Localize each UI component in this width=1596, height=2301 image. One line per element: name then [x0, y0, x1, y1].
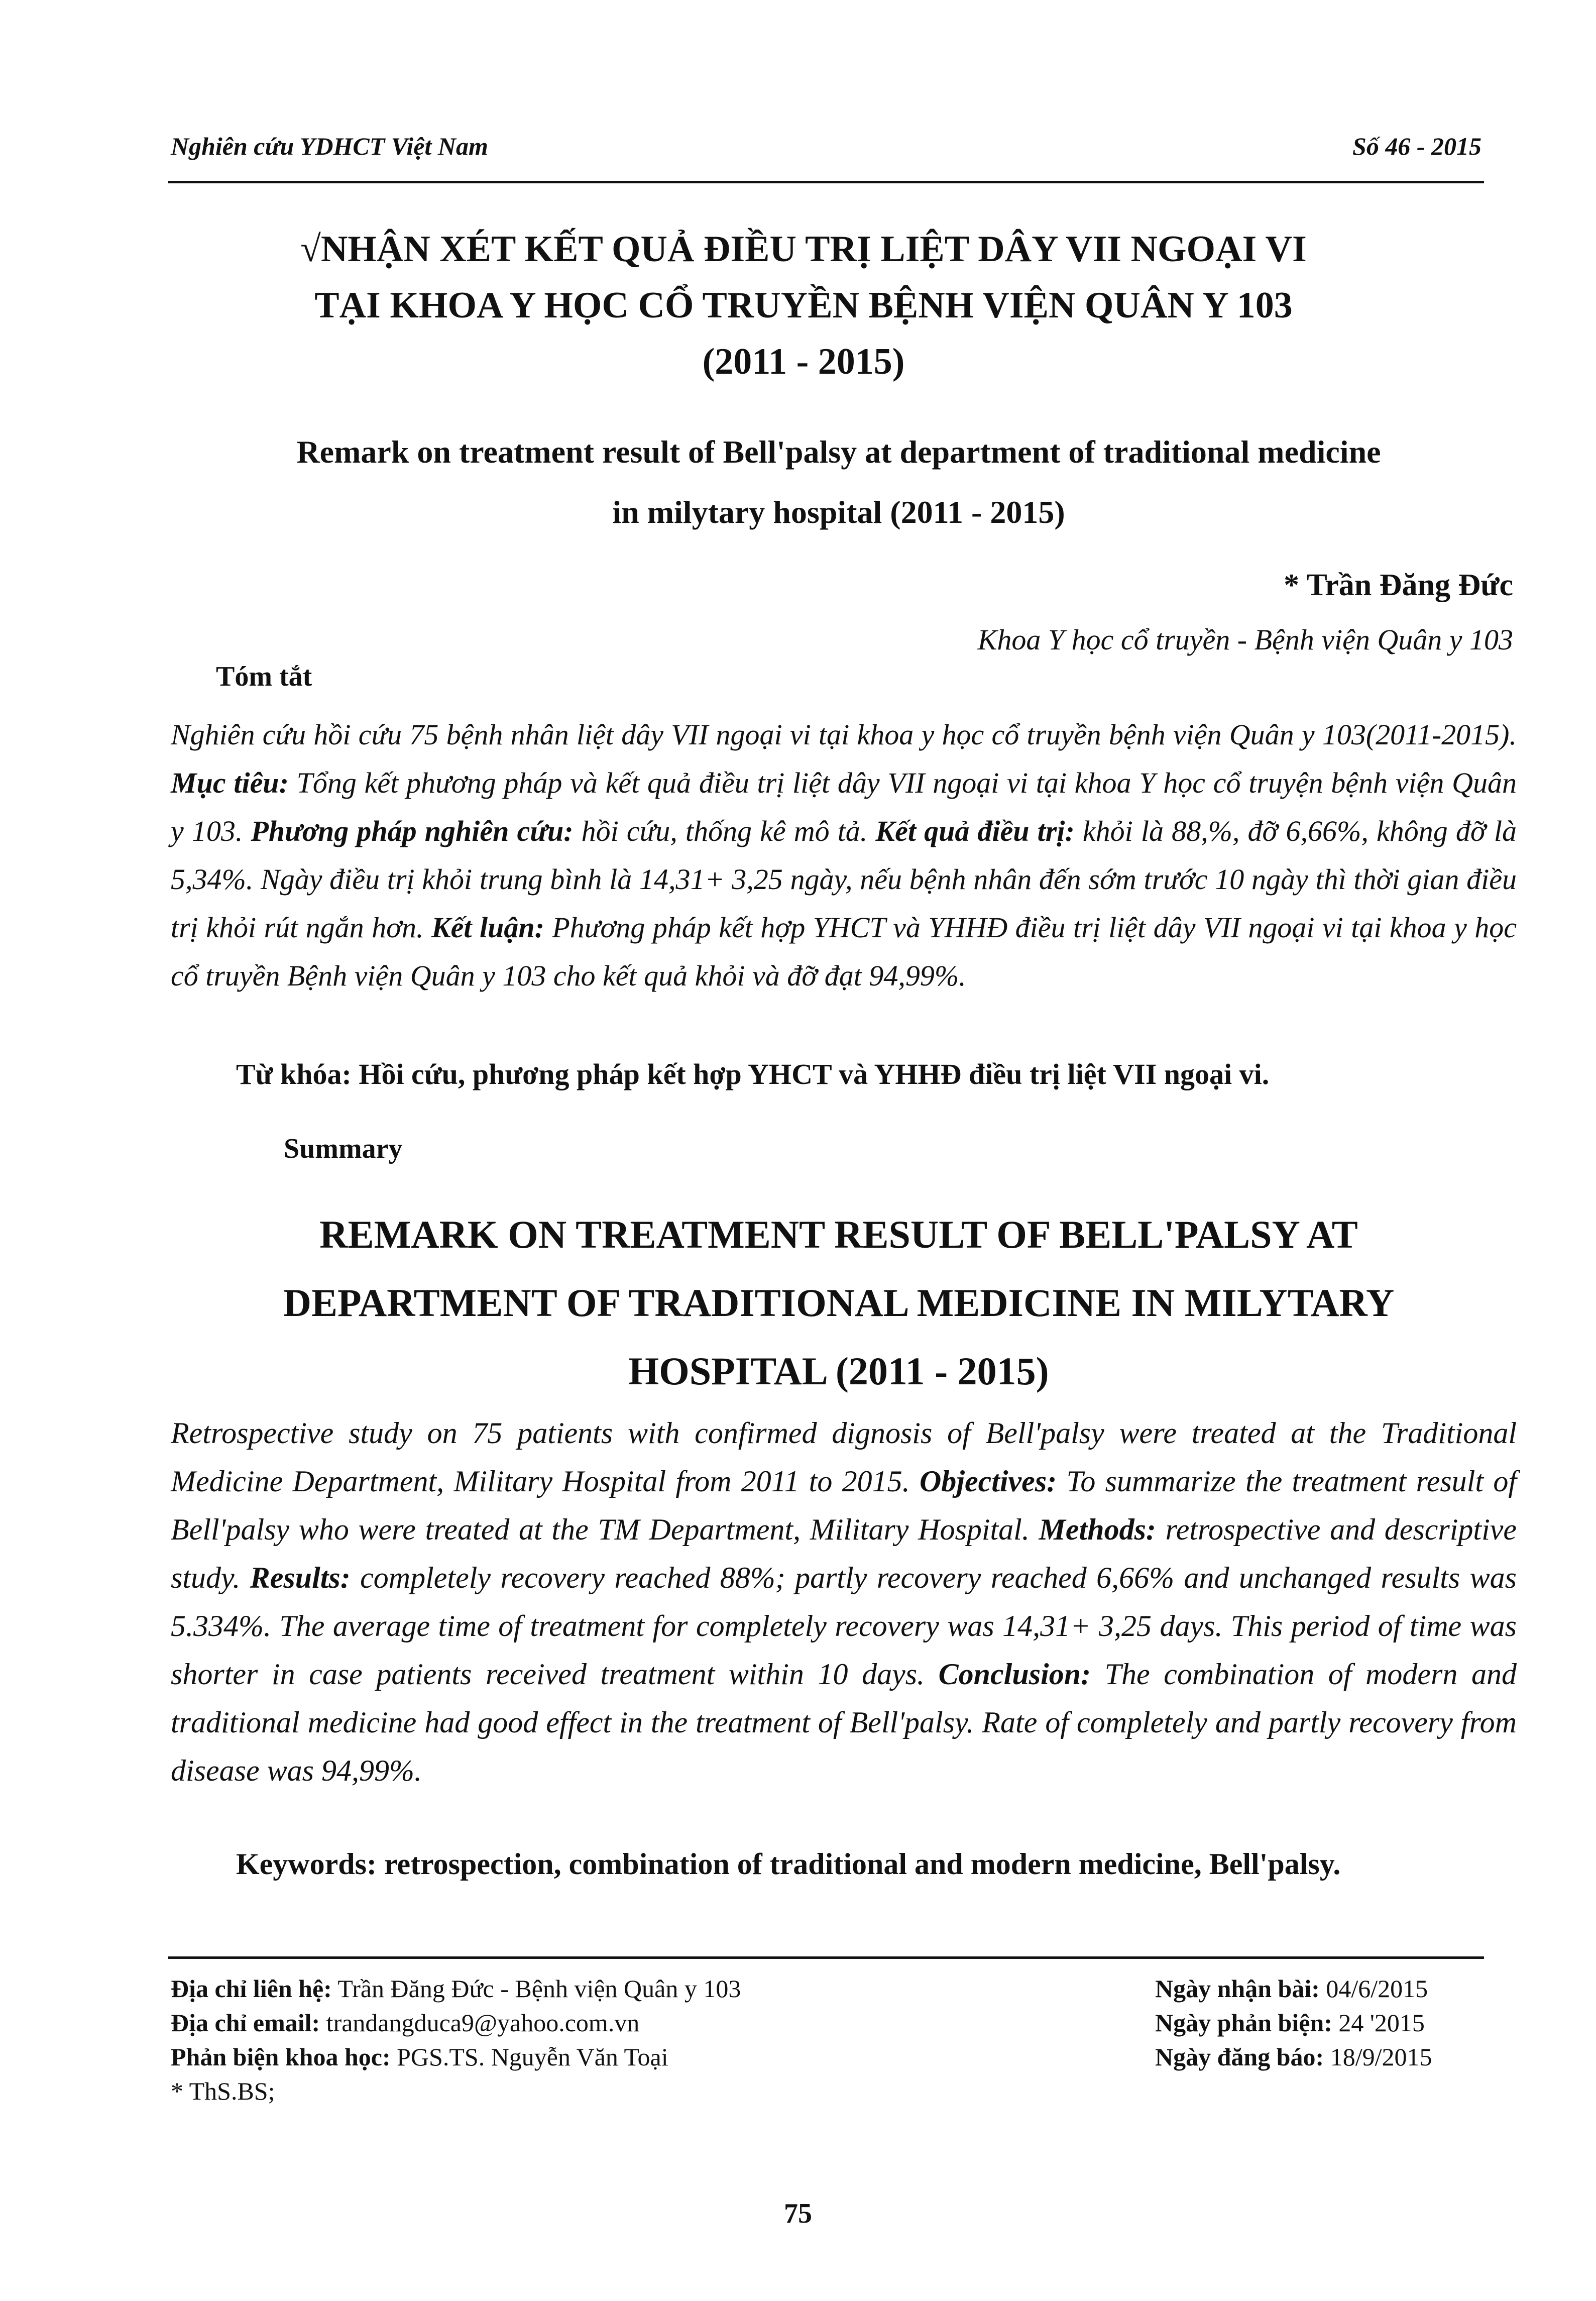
summary-title-line-3: HOSPITAL (2011 - 2015) — [628, 1349, 1049, 1393]
check-mark-icon: √ — [300, 229, 321, 270]
title-en-line-1: Remark on treatment result of Bell'palsy at department of traditional medicine — [296, 434, 1381, 470]
issue-number: Số 46 - 2015 — [1352, 132, 1481, 160]
keywords-vn-text: Hồi cứu, phương pháp kết hợp YHCT và YHHĐ điều trị liệt VII ngoại vi. — [351, 1058, 1270, 1090]
header-divider — [168, 181, 1484, 183]
email-link[interactable]: trandangduca9@yahoo.com.vn — [320, 2009, 640, 2037]
summary-title-line-1: REMARK ON TREATMENT RESULT OF BELL'PALSY AT — [319, 1213, 1358, 1256]
conclusion-label: Kết luận: — [431, 911, 544, 944]
footer-contact-block — [171, 1971, 741, 2108]
email-line: Địa chỉ email: trandangduca9@yahoo.com.vn — [171, 2009, 640, 2037]
keywords-vn-label: Từ khóa: — [236, 1058, 352, 1090]
title-vn-line-3: (2011 - 2015) — [702, 341, 905, 382]
author-name: * Trần Đăng Đức — [1284, 568, 1513, 602]
summary-title — [151, 1200, 1527, 1405]
running-header — [171, 132, 1481, 167]
keywords-en: Keywords: retrospection, combination of traditional and modern medicine, Bell'palsy. — [236, 1847, 1341, 1881]
published-date: Ngày đăng báo: 18/9/2015 — [1155, 2043, 1432, 2071]
journal-name: Nghiên cứu YDHCT Việt Nam — [171, 132, 488, 160]
review-date: Ngày phản biện: 24 '2015 — [1155, 2009, 1425, 2037]
objective-label: Mục tiêu: — [171, 766, 289, 799]
author-affiliation: Khoa Y học cổ truyền - Bệnh viện Quân y 103 — [977, 623, 1513, 656]
methods-label: Methods: — [1039, 1513, 1156, 1546]
abstract-vn-heading: Tóm tắt — [216, 661, 312, 692]
objectives-label: Objectives: — [919, 1465, 1057, 1498]
title-en-line-2: in milytary hospital (2011 - 2015) — [612, 494, 1065, 530]
title-vn-line-1: √NHẬN XÉT KẾT QUẢ ĐIỀU TRỊ LIỆT DÂY VII NGOẠI VI — [300, 229, 1307, 270]
footer-dates-block — [1155, 1971, 1432, 2074]
footer-divider — [168, 1956, 1484, 1959]
result-label: Kết quả điều trị: — [875, 815, 1075, 847]
abstract-en-body: Retrospective study on 75 patients with confirmed dignosis of Bell'palsy were treated at the Traditional Medicine Department, Military Hospital from 2011 to 2015. Objectives: To summarize the treatment result of Bell'palsy who were treated at the TM Department, Military Hospital. Methods: retrospective and descriptive study. Results: completely recovery reached 88%; partly recovery reached 6,66% and unchanged results was 5.334%. The average time of treatment for completely recovery was 14,31+ 3,25 days. This period of time was shorter in case patients received treatment within 10 days. Conclusion: The combination of modern and traditional medicine had good effect in the treatment of Bell'palsy. Rate of completely and partly recovery from disease was 94,99%. — [171, 1416, 1517, 1787]
method-label: Phương pháp nghiên cứu: — [251, 815, 574, 847]
received-date: Ngày nhận bài: 04/6/2015 — [1155, 1975, 1428, 2003]
abstract-vn-body: Nghiên cứu hồi cứu 75 bệnh nhân liệt dây VII ngoại vi tại khoa y học cổ truyền bệnh viện Quân y 103(2011-2015). Mục tiêu: Tổng kết phương pháp và kết quả điều trị liệt dây VII ngoại vi tại khoa Y học cổ truyện bệnh viện Quân y 103. Phương pháp nghiên cứu: hồi cứu, thống kê mô tả. Kết quả điều trị: khỏi là 88,%, đỡ 6,66%, không đỡ là 5,34%. Ngày điều trị khỏi trung bình là 14,31+ 3,25 ngày, nếu bệnh nhân đến sớm trước 10 ngày thì thời gian điều trị khỏi rút ngắn hơn. Kết luận: Phương pháp kết hợp YHCT và YHHĐ điều trị liệt dây VII ngoại vi tại khoa y học cổ truyền Bệnh viện Quân y 103 cho kết quả khỏi và đỡ đạt 94,99%. — [171, 718, 1517, 992]
vietnamese-title — [151, 221, 1456, 390]
degree-note: * ThS.BS; — [171, 2077, 275, 2105]
english-title — [151, 422, 1527, 542]
page-number: 75 — [784, 2198, 812, 2229]
summary-title-line-2: DEPARTMENT OF TRADITIONAL MEDICINE IN MILYTARY — [283, 1281, 1395, 1325]
reviewer-line: Phản biện khoa học: PGS.TS. Nguyễn Văn Toại — [171, 2043, 668, 2071]
title-vn-line-2: TẠI KHOA Y HỌC CỔ TRUYỀN BỆNH VIỆN QUÂN Y 103 — [314, 285, 1293, 326]
contact-line: Địa chỉ liên hệ: Trần Đăng Đức - Bệnh viện Quân y 103 — [171, 1975, 741, 2003]
keywords-vn — [236, 1057, 1517, 1091]
results-label: Results: — [250, 1561, 351, 1594]
conclusion-en-label: Conclusion: — [938, 1658, 1091, 1691]
summary-heading: Summary — [284, 1133, 403, 1164]
